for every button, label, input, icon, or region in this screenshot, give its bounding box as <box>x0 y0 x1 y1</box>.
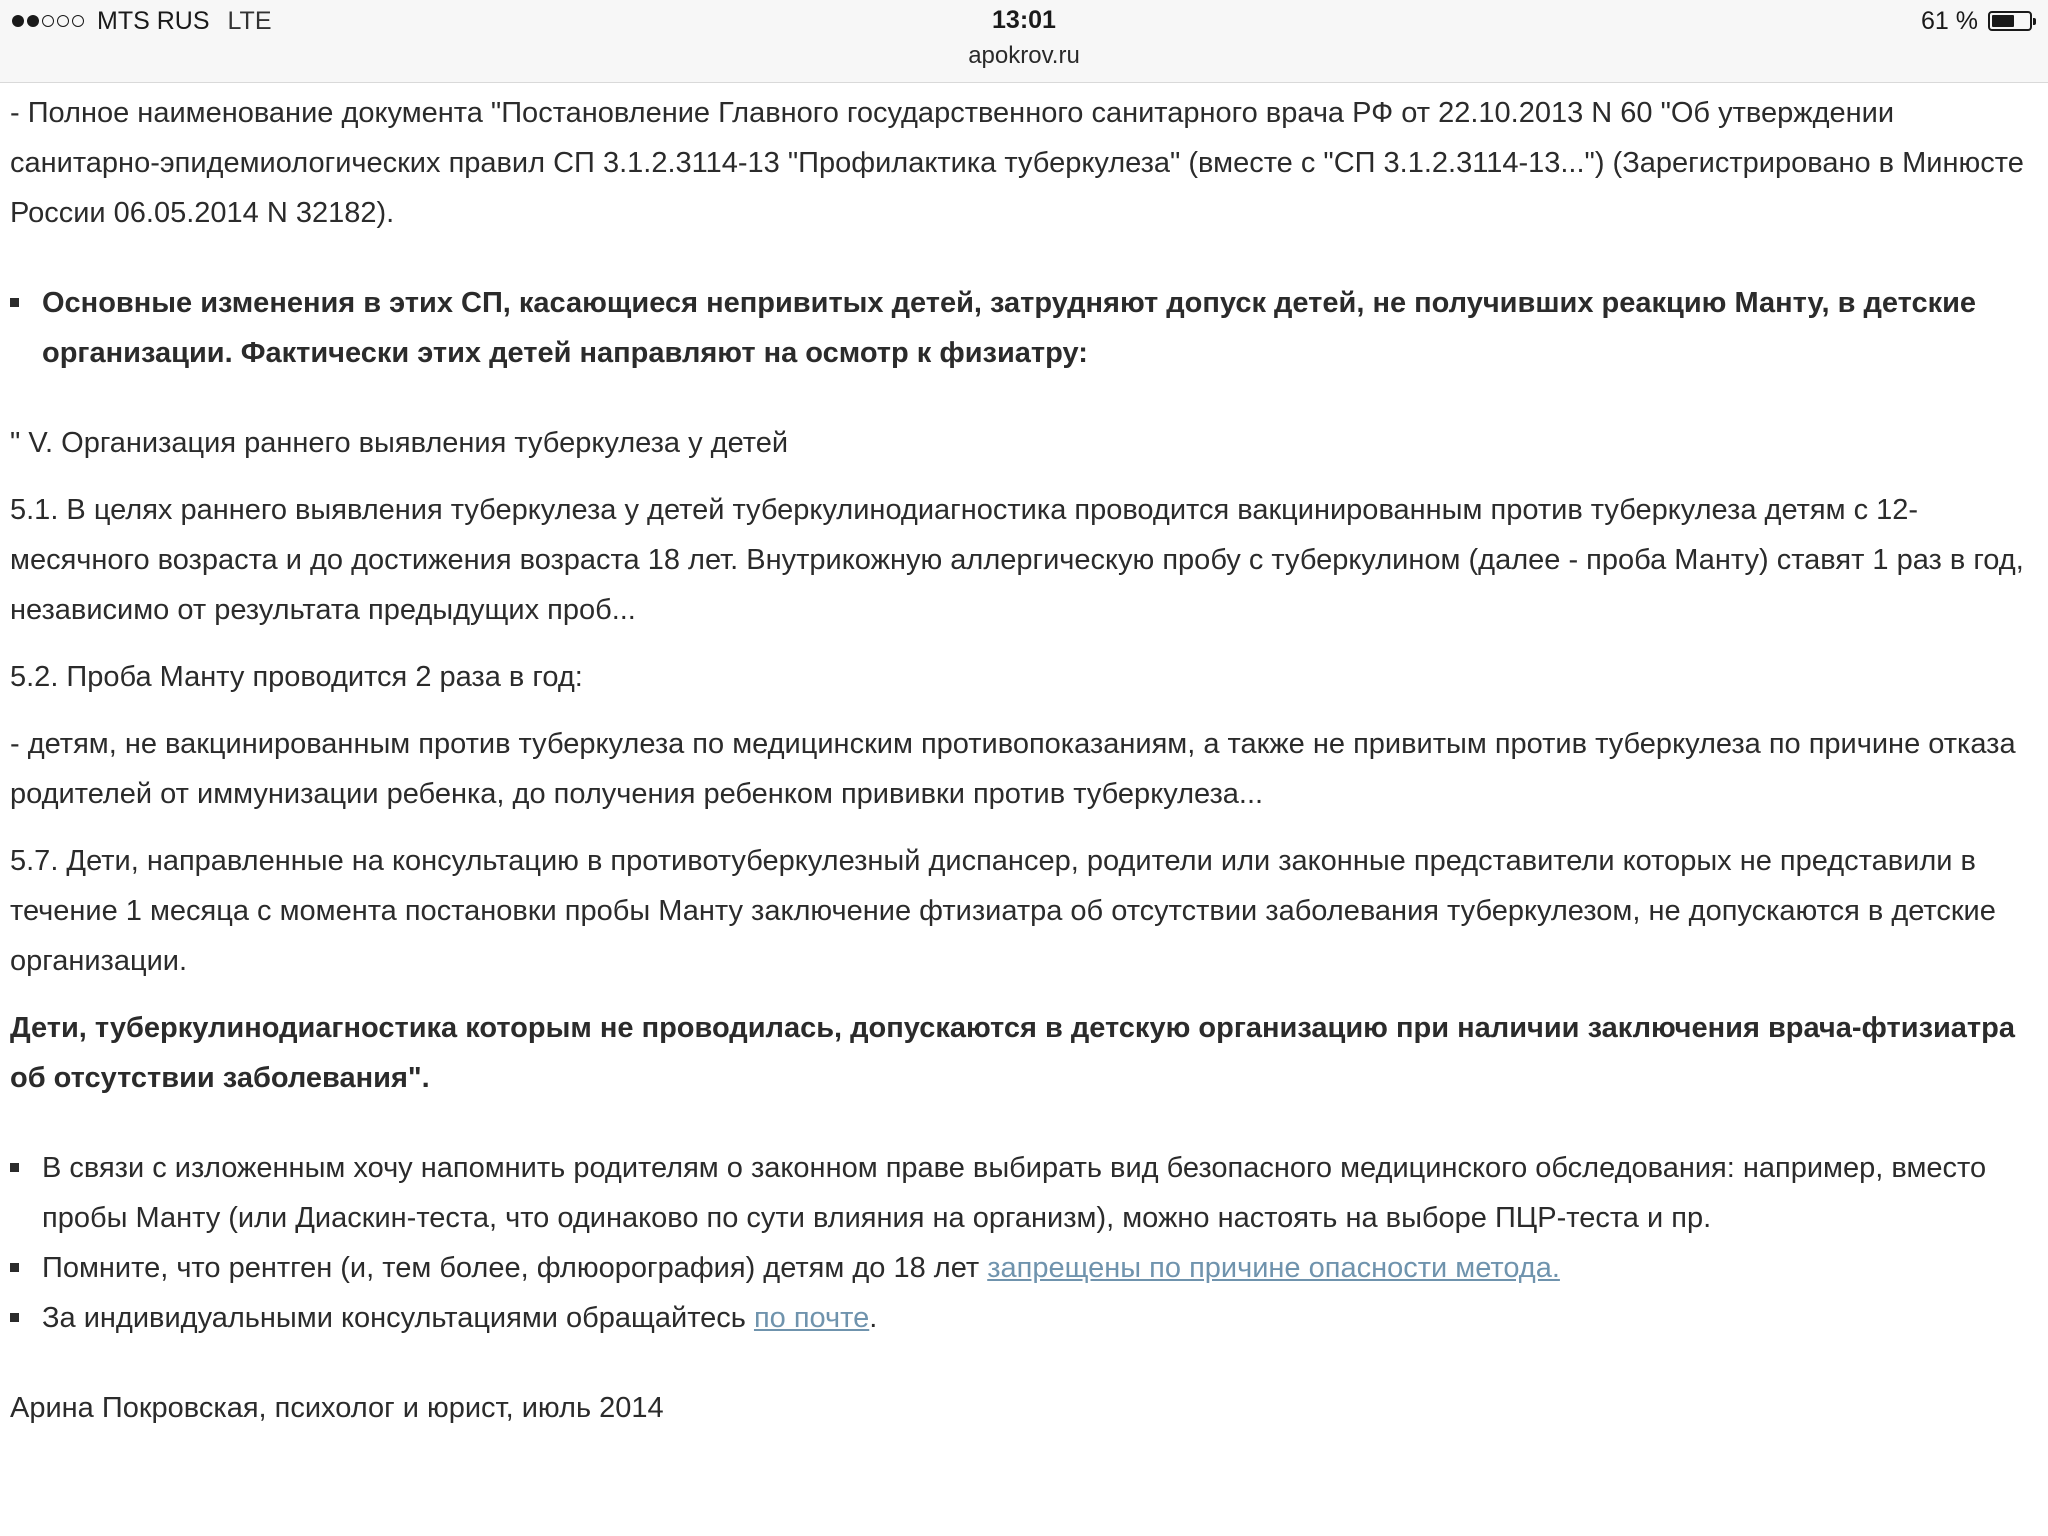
status-right <box>1921 6 2032 36</box>
battery-icon <box>1988 11 2032 31</box>
advice-2-text: Помните, что рентген (и, тем более, флюорография) детям до 18 лет <box>42 1252 988 1284</box>
carrier-name: MTS RUS <box>97 6 210 35</box>
advice-3-end: . <box>869 1302 878 1334</box>
key-changes-list <box>10 278 2040 378</box>
list-item-advice-1: В связи с изложенным хочу напомнить родителям о законном праве выбирать вид безопасного медицинского обследования: например, вместо пробы Манту (или Диаскин-теста, что одинаково по сути влияния на организм), можно настоять на выборе ПЦР-теста и пр. <box>10 1143 2040 1243</box>
advice-3-text: За индивидуальными консультациями обращайтесь <box>42 1302 754 1334</box>
clock: 13:01 <box>992 6 1056 34</box>
list-item-key-changes: Основные изменения в этих СП, касающиеся непривитых детей, затрудняют допуск детей, не получивших реакцию Манту, в детские организации. Фактически этих детей направляют на осмотр к физиатру: <box>10 278 2040 378</box>
battery-level-fill <box>1992 15 2014 27</box>
paragraph-5-7: 5.7. Дети, направленные на консультацию в противотуберкулезный диспансер, родители или законные представители которых не представили в течение 1 месяца с момента постановки пробы Манту заключение фтизиатра об отсутствии заболевания туберкулезом, не допускаются в детские организации. <box>10 845 1996 977</box>
paragraph-5-2: 5.2. Проба Манту проводится 2 раза в год: <box>10 661 583 693</box>
advice-list <box>10 1143 2040 1343</box>
paragraph-5-2-item: - детям, не вакцинированным против туберкулеза по медицинским противопоказаниям, а также не привитым против туберкулеза по причине отказа родителей от иммунизации ребенка, до получения ребенком прививки против туберкулеза... <box>10 728 2016 810</box>
xray-danger-link[interactable]: запрещены по причине опасности метода. <box>987 1252 1560 1284</box>
article-content <box>10 88 2040 1433</box>
section-title-paragraph: " V. Организация раннего выявления туберкулеза у детей <box>10 427 789 459</box>
email-contact-link[interactable]: по почте <box>753 1302 870 1334</box>
paragraph-5-1: 5.1. В целях раннего выявления туберкулеза у детей туберкулинодиагностика проводится вакцинированным против туберкулеза детям с 12-месячного возраста и до достижения возраста 18 лет. Внутрикожную аллергическую пробу с туберкулином (далее - проба Манту) ставят 1 раз в год, независимо от результата предыдущих проб... <box>10 494 2024 626</box>
network-type: LTE <box>227 6 272 35</box>
list-item-advice-3 <box>10 1293 2040 1343</box>
battery-percentage: 61 % <box>1921 6 1978 35</box>
list-item-advice-2 <box>10 1243 2040 1293</box>
author-signature: Арина Покровская, психолог и юрист, июль 2014 <box>10 1392 664 1424</box>
bold-conclusion-paragraph: Дети, туберкулинодиагностика которым не проводилась, допускаются в детскую организацию при наличии заключения врача-фтизиатра об отсутствии заболевания". <box>10 1012 2015 1094</box>
document-name-paragraph: - Полное наименование документа "Постановление Главного государственного санитарного врача РФ от 22.10.2013 N 60 "Об утверждении санитарно-эпидемиологических правил СП 3.1.2.3114-13 "Профилактика туберкулеза" (вместе с "СП 3.1.2.3114-13...") (Зарегистрировано в Минюсте России 06.05.2014 N 32182). <box>10 97 2024 229</box>
address-bar-url[interactable]: apokrov.ru <box>968 42 1080 69</box>
status-bar <box>0 0 2048 83</box>
